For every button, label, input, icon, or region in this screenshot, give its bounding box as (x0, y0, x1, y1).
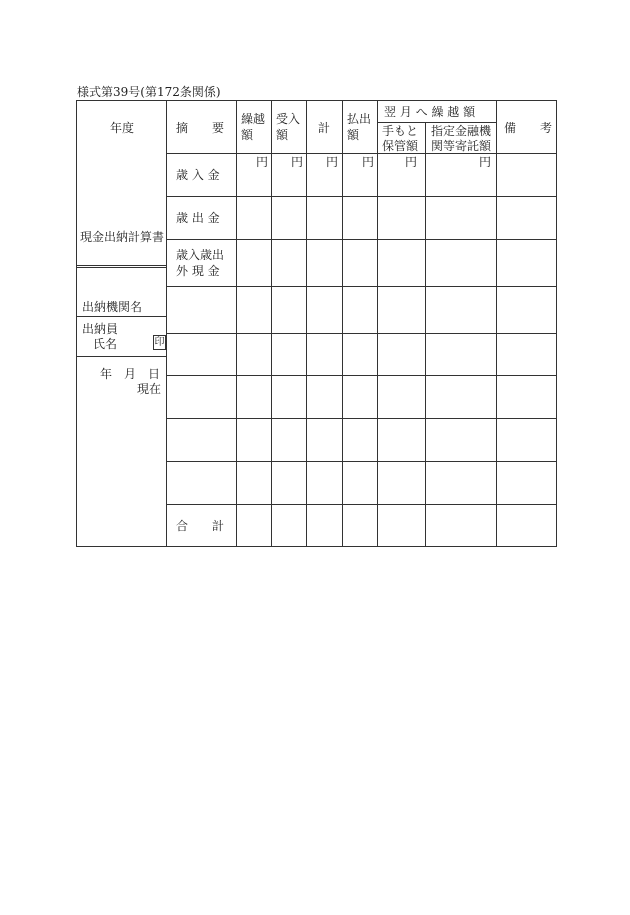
header-next-month: 翌 月 へ 繰 越 額 (384, 105, 476, 119)
unit-label: 円 (326, 155, 339, 169)
unit-label: 円 (256, 155, 269, 169)
grid-line (166, 418, 557, 419)
unit-label: 円 (291, 155, 304, 169)
grid-line (425, 122, 426, 547)
header-carried-over: 繰越 (241, 112, 266, 126)
fiscal-year-label: 年度 (110, 121, 135, 135)
row-label-expenditure: 歳 出 金 (176, 211, 220, 225)
officer-name-label: 氏名 (93, 337, 118, 351)
header-remarks: 備 考 (504, 121, 553, 135)
document-title: 現金出納計算書 (80, 230, 165, 244)
grid-line (166, 239, 557, 240)
grid-line (76, 265, 166, 266)
grid-line (377, 100, 378, 547)
unit-label: 円 (362, 155, 375, 169)
grid-line (377, 122, 496, 123)
grid-line (236, 100, 237, 547)
grid-line (271, 100, 272, 547)
grid-line (76, 316, 166, 317)
header-on-hand: 保管額 (382, 139, 419, 153)
header-paid: 払出 (347, 112, 372, 126)
header-received: 受入 (276, 112, 301, 126)
row-label-revenue: 歳 入 金 (176, 168, 220, 182)
grid-line (166, 461, 557, 462)
header-paid: 額 (347, 128, 360, 142)
unit-label: 円 (405, 155, 418, 169)
grid-line (166, 153, 557, 154)
grid-line (166, 333, 557, 334)
form-number: 様式第39号(第172条関係) (77, 85, 221, 99)
office-name-label: 出納機関名 (82, 300, 143, 314)
as-of-label: 現在 (137, 382, 162, 396)
grid-line (76, 267, 166, 268)
header-on-hand: 手もと (382, 124, 419, 138)
row-label-other-cash: 歳入歳出 (176, 248, 225, 262)
header-received: 額 (276, 128, 289, 142)
grid-line (76, 356, 166, 357)
grid-line (166, 196, 557, 197)
row-label-other-cash: 外 現 金 (176, 264, 220, 278)
header-deposit: 関等寄託額 (431, 139, 492, 153)
header-summary: 摘 要 (176, 121, 225, 135)
row-label-total: 合 計 (176, 519, 225, 533)
date-label: 年 月 日 (100, 367, 161, 381)
grid-line (496, 100, 497, 547)
header-deposit: 指定金融機 (431, 124, 492, 138)
seal-mark: 印 (154, 337, 165, 348)
grid-line (166, 504, 557, 505)
header-total: 計 (318, 121, 331, 135)
header-carried-over: 額 (241, 128, 254, 142)
grid-line (342, 100, 343, 547)
unit-label: 円 (479, 155, 492, 169)
grid-line (166, 375, 557, 376)
grid-line (306, 100, 307, 547)
grid-line (166, 286, 557, 287)
grid-line (166, 100, 167, 547)
officer-label: 出納員 (82, 322, 119, 336)
